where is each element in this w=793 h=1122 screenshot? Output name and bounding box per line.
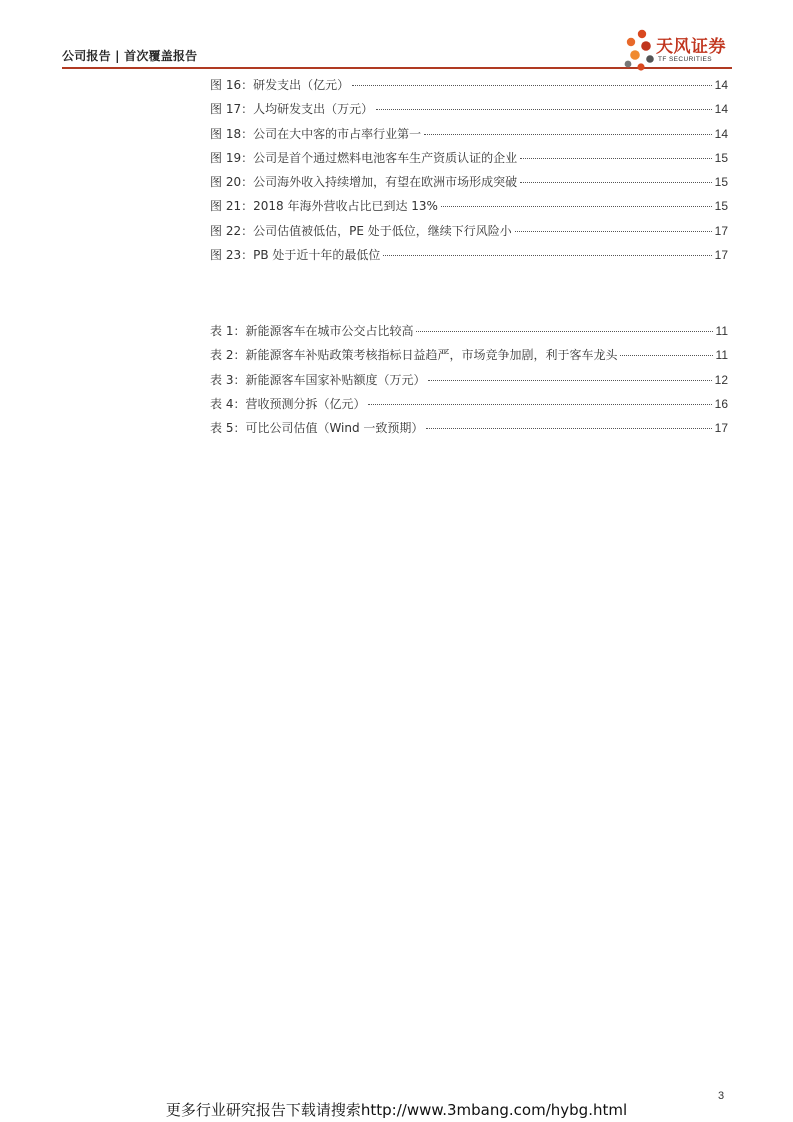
toc-entry-label: 图 22：公司估值被低估，PE 处于低位，继续下行风险小 bbox=[210, 223, 512, 238]
toc-entry-label: 图 19：公司是首个通过燃料电池客车生产资质认证的企业 bbox=[210, 150, 518, 165]
toc-leader-dots bbox=[520, 182, 712, 183]
company-logo bbox=[622, 26, 742, 72]
toc-entry-page: 14 bbox=[714, 102, 728, 117]
logo-chinese-text: 天风证券 bbox=[656, 37, 726, 57]
page-number: 3 bbox=[718, 1090, 725, 1102]
toc-entry-label: 表 2：新能源客车补贴政策考核指标日益趋严，市场竞争加剧，利于客车龙头 bbox=[210, 348, 618, 363]
toc-entry-figure-20[interactable] bbox=[210, 173, 728, 197]
toc-entry-figure-21[interactable] bbox=[210, 197, 728, 221]
toc-entry-page: 17 bbox=[714, 421, 728, 436]
toc-entry-label: 表 4：营收预测分拆（亿元） bbox=[210, 396, 366, 411]
report-type-title: 公司报告 | 首次覆盖报告 bbox=[62, 49, 198, 63]
logo-flower-icon bbox=[622, 26, 656, 72]
toc-entry-table-5[interactable] bbox=[210, 419, 728, 443]
toc-entry-table-3[interactable] bbox=[210, 371, 728, 395]
toc-entry-page: 14 bbox=[714, 126, 728, 141]
toc-entry-figure-17[interactable] bbox=[210, 100, 728, 124]
toc-leader-dots bbox=[368, 404, 711, 405]
toc-entry-table-2[interactable] bbox=[210, 346, 728, 370]
toc-entry-label: 表 3：新能源客车国家补贴额度（万元） bbox=[210, 372, 426, 387]
toc-entry-page: 17 bbox=[714, 248, 728, 263]
toc-entry-page: 16 bbox=[714, 396, 728, 411]
toc-leader-dots bbox=[376, 109, 712, 110]
toc-leader-dots bbox=[620, 355, 712, 356]
toc-entry-page: 15 bbox=[714, 199, 728, 214]
toc-entry-page: 15 bbox=[714, 150, 728, 165]
toc-entry-label: 图 21：2018 年海外营收占比已到达 13% bbox=[210, 199, 438, 214]
toc-entry-figure-22[interactable] bbox=[210, 222, 728, 246]
toc-entry-page: 11 bbox=[715, 324, 728, 338]
toc-entry-page: 14 bbox=[714, 78, 728, 92]
toc-leader-dots bbox=[426, 428, 711, 429]
tables-index bbox=[210, 322, 728, 443]
footer-download-notice[interactable]: 更多行业研究报告下载请搜索http://www.3mbang.com/hybg.html bbox=[165, 1101, 628, 1119]
toc-entry-figure-16[interactable] bbox=[210, 76, 728, 100]
toc-entry-figure-23[interactable] bbox=[210, 246, 728, 270]
toc-entry-label: 表 1：新能源客车在城市公交占比较高 bbox=[210, 324, 414, 338]
toc-entry-page: 15 bbox=[714, 175, 728, 190]
toc-leader-dots bbox=[428, 380, 711, 381]
toc-entry-label: 表 5：可比公司估值（Wind 一致预期） bbox=[210, 421, 424, 436]
toc-entry-figure-18[interactable] bbox=[210, 125, 728, 149]
toc-leader-dots bbox=[515, 231, 712, 232]
toc-leader-dots bbox=[352, 85, 712, 86]
figures-index bbox=[210, 76, 728, 270]
toc-entry-page: 12 bbox=[714, 372, 728, 387]
toc-entry-label: 图 17：人均研发支出（万元） bbox=[210, 102, 374, 117]
toc-entry-table-1[interactable] bbox=[210, 322, 728, 346]
toc-entry-label: 图 20：公司海外收入持续增加，有望在欧洲市场形成突破 bbox=[210, 175, 518, 190]
toc-leader-dots bbox=[520, 158, 712, 159]
toc-entry-page: 11 bbox=[715, 348, 728, 363]
toc-leader-dots bbox=[383, 255, 711, 256]
toc-leader-dots bbox=[441, 206, 712, 207]
toc-entry-label: 图 16：研发支出（亿元） bbox=[210, 78, 350, 92]
toc-leader-dots bbox=[424, 134, 712, 135]
logo-english-text: TF SECURITIES bbox=[658, 56, 712, 63]
toc-entry-table-4[interactable] bbox=[210, 395, 728, 419]
toc-entry-page: 17 bbox=[714, 223, 728, 238]
toc-leader-dots bbox=[416, 331, 712, 332]
toc-entry-label: 图 18：公司在大中客的市占率行业第一 bbox=[210, 126, 422, 141]
toc-entry-figure-19[interactable] bbox=[210, 149, 728, 173]
toc-entry-label: 图 23：PB 处于近十年的最低位 bbox=[210, 248, 381, 263]
